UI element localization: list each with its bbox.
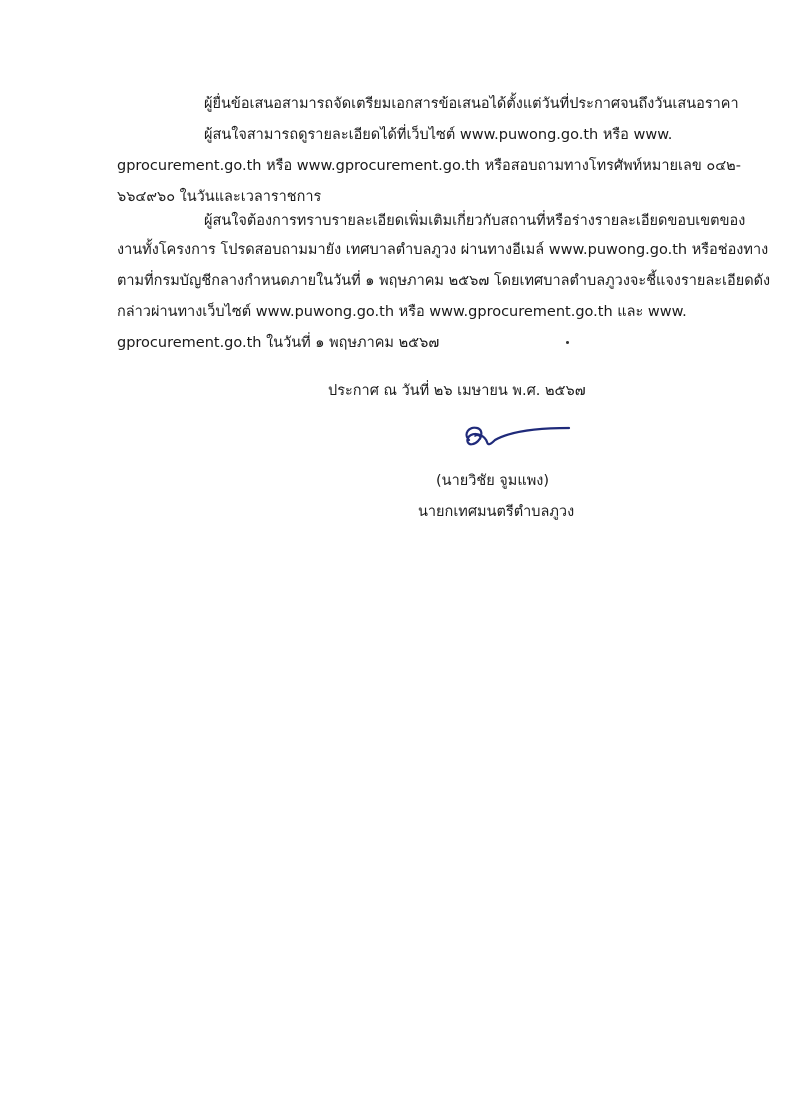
paragraph-2-line-2: gprocurement.go.th หรือ www.gprocurement.go.th หรือสอบถามทางโทรศัพท์หมายเลข ๐๔๒-: [117, 158, 741, 174]
signer-title: นายกเทศมนตรีตำบลภูวง: [418, 504, 575, 520]
paragraph-3-line-2: งานทั้งโครงการ โปรดสอบถามมายัง เทศบาลตำบลภูวง ผ่านทางอีเมล์ www.puwong.go.th หรือช่องทาง: [117, 242, 769, 258]
paragraph-2-line-3: ๖๖๔๙๖๐ ในวันและเวลาราชการ: [117, 189, 322, 205]
signature-icon: [455, 418, 575, 458]
paragraph-2-line-1: ผู้สนใจสามารถดูรายละเอียดได้ที่เว็บไซต์ www.puwong.go.th หรือ www.: [204, 127, 673, 143]
paragraph-1-line-1: ผู้ยื่นข้อเสนอสามารถจัดเตรียมเอกสารข้อเสนอได้ตั้งแต่วันที่ประกาศจนถึงวันเสนอราคา: [204, 96, 739, 112]
signer-name: (นายวิชัย จูมแพง): [436, 473, 549, 489]
ink-speck: [566, 341, 569, 344]
paragraph-3-line-1: ผู้สนใจต้องการทราบรายละเอียดเพิ่มเติมเกี่ยวกับสถานที่หรือร่างรายละเอียดขอบเขตของ: [204, 213, 746, 229]
paragraph-3-line-3: ตามที่กรมบัญชีกลางกำหนดภายในวันที่ ๑ พฤษภาคม ๒๕๖๗ โดยเทศบาลตำบลภูวงจะชี้แจงรายละเอียดดัง: [117, 273, 771, 289]
paragraph-3-line-4: กล่าวผ่านทางเว็บไซต์ www.puwong.go.th หรือ www.gprocurement.go.th และ www.: [117, 304, 687, 320]
announcement-date: ประกาศ ณ วันที่ ๒๖ เมษายน พ.ศ. ๒๕๖๗: [328, 383, 586, 399]
paragraph-3-line-5: gprocurement.go.th ในวันที่ ๑ พฤษภาคม ๒๕๖๗: [117, 335, 440, 351]
